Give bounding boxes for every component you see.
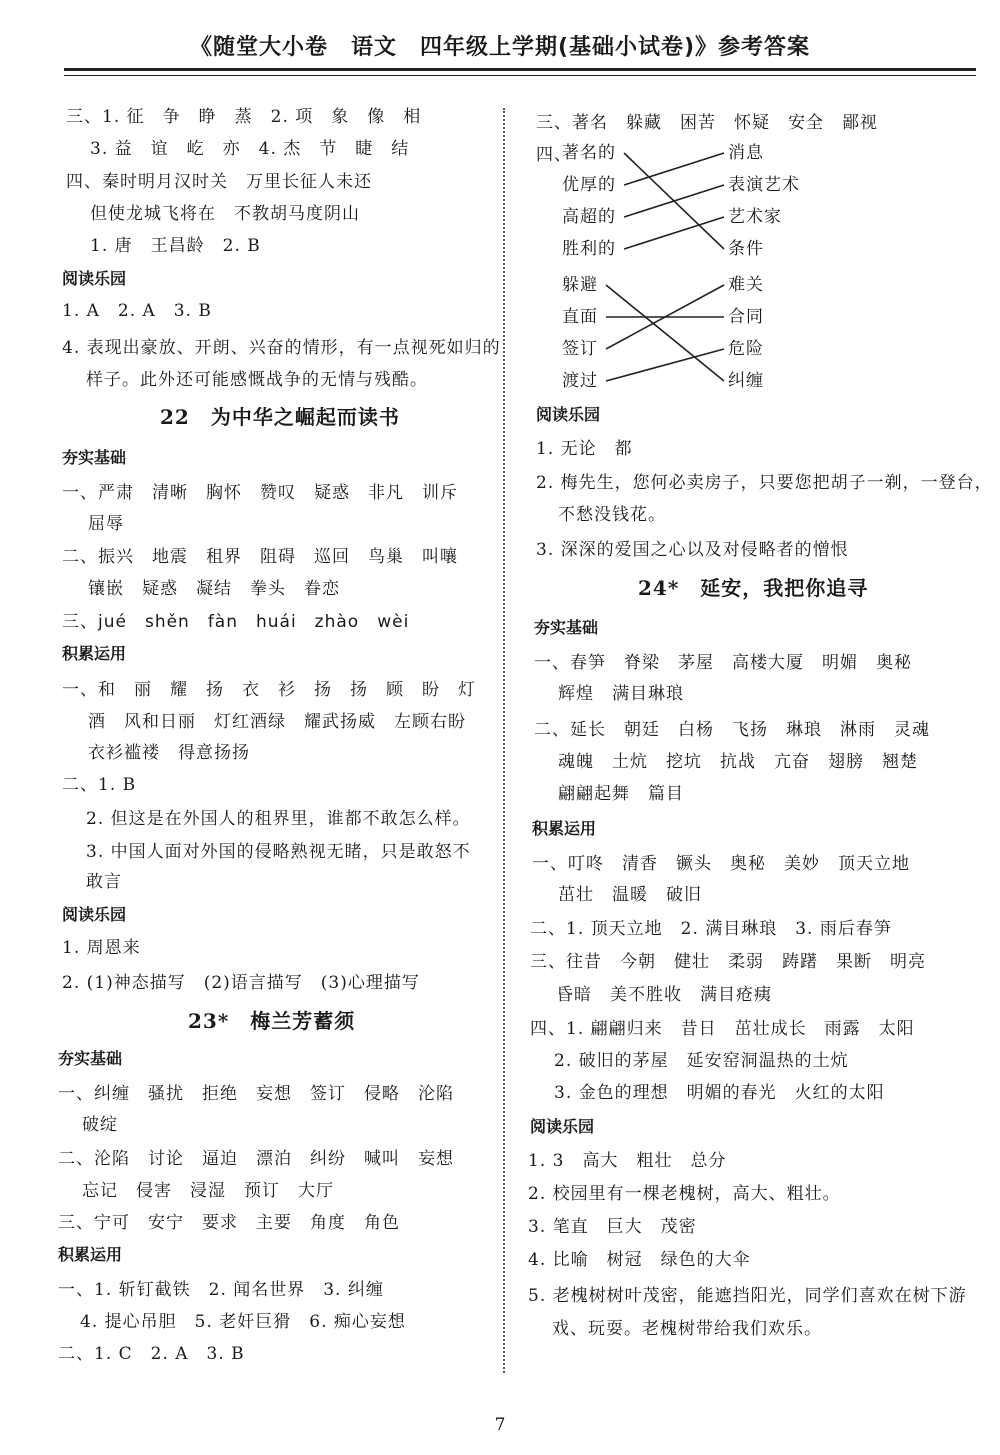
- answer-line: 屈辱: [88, 514, 124, 534]
- matching-label: 四、: [536, 145, 572, 165]
- answer-line: 忘记 侵害 浸湿 预订 大厅: [82, 1181, 334, 1201]
- match-right-item: 艺术家: [728, 207, 782, 227]
- answer-line: 不愁没钱花。: [558, 505, 666, 525]
- match-right-item: 消息: [728, 143, 764, 163]
- section-heading: 阅读乐园: [536, 405, 601, 424]
- header-rule-thin: [64, 75, 976, 76]
- match-right-item: 表演艺术: [728, 175, 800, 195]
- answer-line: 一、1. 斩钉截铁 2. 闻名世界 3. 纠缠: [58, 1280, 384, 1300]
- match-right-item: 合同: [728, 307, 764, 327]
- answer-line: 魂魄 土炕 挖坑 抗战 亢奋 翅膀 翘楚: [558, 752, 918, 772]
- answer-line: 昏暗 美不胜收 满目疮痍: [556, 985, 772, 1005]
- answer-line: 四、秦时明月汉时关 万里长征人未还: [66, 172, 372, 192]
- answer-line: 二、1. 顶天立地 2. 满目琳琅 3. 雨后春笋: [530, 919, 892, 939]
- section-heading: 阅读乐园: [530, 1117, 595, 1136]
- answer-line: 衣衫褴褛 得意扬扬: [88, 743, 250, 763]
- section-heading: 阅读乐园: [62, 905, 127, 924]
- answer-line: 4. 比喻 树冠 绿色的大伞: [528, 1250, 751, 1270]
- answer-line: 3. 金色的理想 明媚的春光 火红的太阳: [554, 1083, 885, 1103]
- answer-line: 4. 表现出豪放、开朗、兴奋的情形，有一点视死如归的: [62, 338, 501, 358]
- match-left-item: 优厚的: [562, 175, 616, 195]
- answer-line: 二、延长 朝廷 白杨 飞扬 琳琅 淋雨 灵魂: [534, 720, 930, 740]
- match-right-item: 条件: [728, 239, 764, 259]
- answer-line: 3. 中国人面对外国的侵略熟视无睹，只是敢怒不: [86, 842, 471, 862]
- answer-line: 但使龙城飞将在 不教胡马度阴山: [90, 204, 360, 224]
- lesson-title: 23* 梅兰芳蓄须: [188, 1009, 356, 1033]
- answer-line: 1. 周恩来: [62, 938, 141, 958]
- matching-exercise: [562, 138, 822, 400]
- section-heading: 积累运用: [532, 819, 597, 838]
- answer-line: 1. 唐 王昌龄 2. B: [90, 236, 261, 256]
- match-left-item: 直面: [562, 307, 598, 327]
- section-heading: 夯实基础: [534, 618, 599, 637]
- answer-line: 5. 老槐树树叶茂密，能遮挡阳光，同学们喜欢在树下游: [528, 1286, 967, 1306]
- section-heading: 阅读乐园: [62, 269, 127, 288]
- match-left-item: 渡过: [562, 371, 598, 391]
- answer-line: 敢言: [86, 872, 122, 892]
- answer-line: 三、1. 征 争 睁 蒸 2. 项 象 像 相: [66, 107, 422, 127]
- answer-line: 2. 但这是在外国人的租界里，谁都不敢怎么样。: [86, 809, 471, 829]
- answer-line: 茁壮 温暖 破旧: [558, 885, 702, 905]
- page-number: 7: [494, 1415, 506, 1435]
- answer-line: 四、1. 翩翩归来 昔日 茁壮成长 雨露 太阳: [530, 1019, 915, 1039]
- answer-line: 三、著名 躲藏 困苦 怀疑 安全 鄙视: [536, 113, 878, 133]
- answer-line: 辉煌 满目琳琅: [558, 684, 684, 704]
- answer-line: 二、1. C 2. A 3. B: [58, 1344, 245, 1364]
- answer-line: 一、和 丽 耀 扬 衣 衫 扬 扬 顾 盼 灯: [62, 680, 476, 700]
- match-left-item: 高超的: [562, 207, 616, 227]
- answer-line: 酒 风和日丽 灯红酒绿 耀武扬威 左顾右盼: [88, 712, 466, 732]
- column-divider: [503, 108, 505, 1373]
- page-header-title: 《随堂大小卷 语文 四年级上学期(基础小试卷)》参考答案: [189, 35, 811, 60]
- match-left-item: 著名的: [562, 143, 616, 163]
- answer-line: 二、沦陷 讨论 逼迫 漂泊 纠纷 喊叫 妄想: [58, 1149, 454, 1169]
- answer-line: 戏、玩耍。老槐树带给我们欢乐。: [552, 1319, 822, 1339]
- answer-line: 一、严肃 清晰 胸怀 赞叹 疑惑 非凡 训斥: [62, 483, 458, 503]
- answer-line: 三、往昔 今朝 健壮 柔弱 踌躇 果断 明亮: [530, 952, 926, 972]
- answer-line: 4. 提心吊胆 5. 老奸巨猾 6. 痴心妄想: [80, 1312, 406, 1332]
- match-right-item: 难关: [728, 275, 764, 295]
- answer-line: 2. (1)神态描写 (2)语言描写 (3)心理描写: [62, 973, 420, 993]
- answer-line: 破绽: [82, 1115, 118, 1135]
- answer-line: 1. 3 高大 粗壮 总分: [528, 1151, 727, 1171]
- answer-line: 一、叮咚 清香 镢头 奥秘 美妙 顶天立地: [532, 854, 910, 874]
- answer-line: 2. 破旧的茅屋 延安窑洞温热的土炕: [554, 1051, 849, 1071]
- answer-line: 一、纠缠 骚扰 拒绝 妄想 签订 侵略 沦陷: [58, 1084, 454, 1104]
- section-heading: 夯实基础: [62, 448, 127, 467]
- answer-line: 1. A 2. A 3. B: [62, 301, 212, 321]
- answer-line: 二、1. B: [62, 775, 137, 795]
- answer-line: 3. 深深的爱国之心以及对侵略者的憎恨: [536, 540, 849, 560]
- header-rule-thick: [64, 68, 976, 71]
- match-left-item: 胜利的: [562, 239, 616, 259]
- answer-line: 三、宁可 安宁 要求 主要 角度 角色: [58, 1213, 400, 1233]
- answer-line: 翩翩起舞 篇目: [558, 784, 684, 804]
- lesson-title: 24* 延安，我把你追寻: [638, 576, 869, 600]
- pinyin-line: 三、jué shěn fàn huái zhào wèi: [62, 612, 410, 632]
- section-heading: 积累运用: [62, 644, 127, 663]
- answer-line: 样子。此外还可能感慨战争的无情与残酷。: [86, 370, 428, 390]
- answer-line: 1. 无论 都: [536, 439, 633, 459]
- answer-line: 2. 校园里有一棵老槐树，高大、粗壮。: [528, 1184, 841, 1204]
- answer-line: 3. 笔直 巨大 茂密: [528, 1217, 697, 1237]
- match-right-item: 纠缠: [728, 371, 764, 391]
- answer-line: 2. 梅先生，您何必卖房子，只要您把胡子一剃，一登台，: [536, 473, 993, 493]
- match-left-item: 签订: [562, 339, 598, 359]
- match-right-item: 危险: [728, 339, 764, 359]
- match-left-item: 躲避: [562, 275, 598, 295]
- section-heading: 夯实基础: [58, 1049, 123, 1068]
- section-heading: 积累运用: [58, 1245, 123, 1264]
- answer-line: 一、春笋 脊梁 茅屋 高楼大厦 明媚 奥秘: [534, 653, 912, 673]
- lesson-title: 22 为中华之崛起而读书: [160, 405, 400, 429]
- answer-line: 镶嵌 疑惑 凝结 拳头 眷恋: [88, 579, 340, 599]
- answer-line: 二、振兴 地震 租界 阻碍 巡回 鸟巢 叫嚷: [62, 547, 458, 567]
- answer-line: 3. 益 谊 屹 亦 4. 杰 节 睫 结: [90, 139, 410, 159]
